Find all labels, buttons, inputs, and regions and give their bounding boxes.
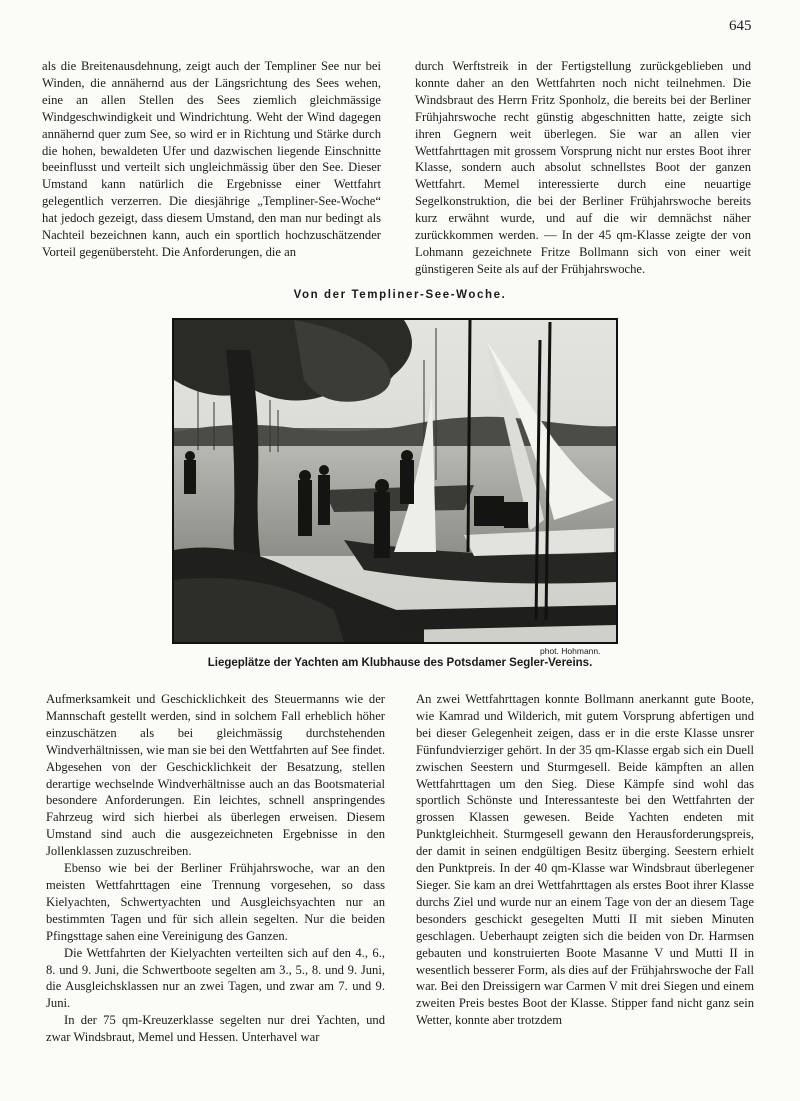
column-bottom-right — [416, 691, 754, 1029]
photo-credit: phot. Hohmann. — [540, 646, 601, 656]
figure-caption: Liegeplätze der Yachten am Klubhause des Potsdamer Segler-Vereins. — [207, 657, 593, 669]
column-bottom-left — [46, 691, 385, 1046]
paragraph: Die Wettfahrten der Kielyachten verteilten sich auf den 4., 6., 8. und 9. Juni, die Schwertboote segelten am 3., 5., 8. und 9. Juni, die Ausgleichsklassen nur an zwei Tagen, und zwar am 7. und 9. Juni. — [46, 945, 385, 1011]
paragraph: Ebenso wie bei der Berliner Frühjahrswoche, war an den meisten Wettfahrttagen eine Trennung vorgesehen, so dass Kielyachten, Schwertyachten und Ausgleichsyachten nur an bestimmten Tagen und für sich allein segelten. Nur die beiden Pfingsttage sahen eine Vereinigung des Ganzen. — [46, 861, 385, 943]
paragraph: als die Breitenausdehnung, zeigt auch der Templiner See nur bei Winden, die annähernd aus der Längsrichtung des Sees wehen, eine an allen Stellen des Sees ziemlich gleichmässige Windgeschwindigkeit und Windrichtung. Weht der Wind dagegen annähernd quer zum See, so wird er in Richtung und Stärke durch die hohen, bewaldeten Ufer und dazwischen liegende Einschnitte beeinflusst und verteilt sich ungleichmässig über den See. Dieser Umstand kann natürlich die Ergebnisse einer Wettfahrt gelegentlich verzerren. Die diesjährige „Templiner-See-Woche“ hat jedoch gezeigt, dass diesem Umstand, den man nur bedingt als Nachteil bezeichnen kann, auch ein sportlich hochzuschätzender Vorteil gegenübersteht. Die Anforderungen, die an — [42, 59, 381, 259]
column-top-left — [42, 58, 381, 261]
paragraph: An zwei Wettfahrttagen konnte Bollmann anerkannt gute Boote, wie Kamrad und Wilderich, mit gutem Vorsprung abfertigen und bei dieser Gelegenheit zeigen, dass er in die erste Klasse unsrer Fünfundvierziger gehört. In der 35 qm-Klasse ergab sich ein Duell zwischen Seestern und Sturmgesell. Beide kämpften an allen Wettfahrttagen um den Sieg. Diese Kämpfe sind wohl das sportlich Schönste und Interessanteste bei den Wettfahrten der grossen Klassen gewesen. Beide Yachten endeten mit Punktgleichheit. Sturmgesell gewann den Herausforderungspreis, der damit in seinen endgültigen Besitz überging. Seestern erhielt den Punktpreis. In der 40 qm-Klasse war Windsbraut überlegener Sieger. Sie kam an drei Wettfahrttagen als erstes Boot ihrer Klasse durchs Ziel und wurde nur an einem Tage von der an diesem Tage besonders geschickt gesegelten Mutti II mit sieben Minuten geschlagen. Ueberhaupt zeigten sich die beiden von Dr. Harmsen gebauten und konstruierten Boote Masanne V und Mutti II in wesentlich besserer Form, als dies auf der Frühjahrswoche der Fall war. Bei den Dreissigern war Carmen V mit drei Siegen und einem zweiten Preis bestes Boot der Klasse. Stipper fand nicht ganz sein Wetter, konnte aber trotzdem — [416, 692, 754, 1028]
paragraph: Aufmerksamkeit und Geschicklichkeit des Steuermanns wie der Mannschaft gestellt werden, sind in solchem Fall erheblich höher einzuschätzen als bei gleichmässig durchstehenden Windverhältnissen, wie man sie bei den Wettfahrten auf See findet. Abgesehen von der Geschicklichkeit der Besatzung, stellen derartige wechselnde Windverhältnisse auch an das Bootsmaterial besondere Anforderungen. Ein leichtes, schnell anspringendes Fahrzeug wird sich hierbei als überlegen erweisen. Diesem Umstand sind auch die ausgezeichneten Ergebnisse in den Jollenklassen zuzuschreiben. — [46, 692, 385, 859]
figure-title: Von der Templiner-See-Woche. — [293, 289, 507, 301]
column-top-right — [415, 58, 751, 278]
photo-yachts-moored — [172, 318, 618, 644]
paragraph: In der 75 qm-Kreuzerklasse segelten nur drei Yachten, und zwar Windsbraut, Memel und Hessen. Unterhavel war — [46, 1013, 385, 1045]
page-number: 645 — [729, 18, 752, 34]
paragraph: durch Werftstreik in der Fertigstellung zurückgeblieben und konnte daher an den Wettfahrten noch nicht teilnehmen. Die Windsbraut des Herrn Fritz Sponholz, die bereits bei der Berliner Frühjahrswoche recht günstig abgeschnitten hatte, zeigte sich ihren Gegnern weit überlegen. Sie war an allen vier Wettfahrttagen mit grossem Vorsprung nicht nur erstes Boot ihrer Klasse, sondern auch absolut schnellstes Boot der ganzen Wettfahrt. Memel interessierte durch eine neuartige Segelkonstruktion, die bei der Berliner Frühjahrswoche bereits kurz erwähnt wurde, und auf die wir demnächst näher zurückkommen werden. — In der 45 qm-Klasse zeigte der von Lohmann gezeichnete Fritze Bollmann sich von einer weit günstigeren Seite als auf der Frühjahrswoche. — [415, 59, 751, 276]
